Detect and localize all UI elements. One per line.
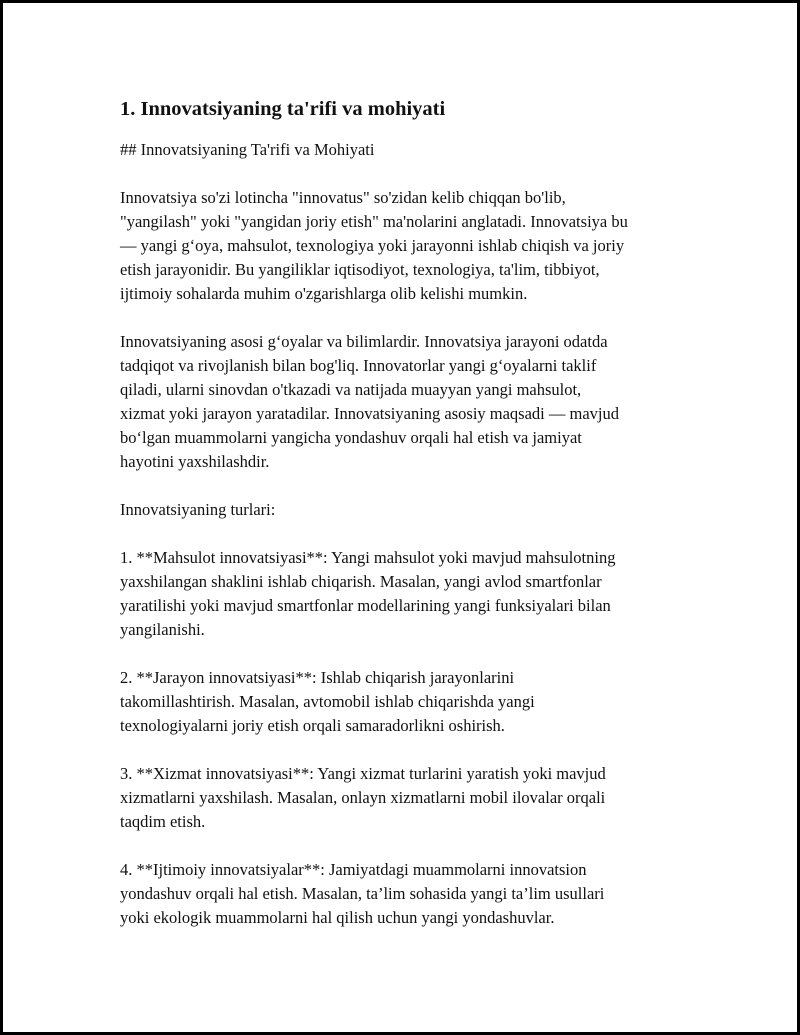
text-line: Innovatsiya so'zi lotincha "innovatus" so'zidan kelib chiqqan bo'lib, [120, 188, 566, 207]
text-line: hayotini yaxshilashdir. [120, 452, 270, 471]
text-line: Innovatsiyaning turlari: [120, 500, 276, 519]
text-line: qiladi, ularni sinovdan o'tkazadi va natijada muayyan yangi mahsulot, [120, 380, 582, 399]
section-subheading: ## Innovatsiyaning Ta'rifi va Mohiyati [120, 140, 375, 159]
text-line: yoki ekologik muammolarni hal qilish uchun yangi yondashuvlar. [120, 908, 555, 927]
text-line: yaratilishi yoki mavjud smartfonlar modellarining yangi funksiyalari bilan [120, 596, 611, 615]
text-line: 1. **Mahsulot innovatsiyasi**: Yangi mahsulot yoki mavjud mahsulotning [120, 548, 616, 567]
text-line: 3. **Xizmat innovatsiyasi**: Yangi xizmat turlarini yaratish yoki mavjud [120, 764, 606, 783]
list-item-process-innovation [120, 666, 710, 738]
text-line: yangilanishi. [120, 620, 205, 639]
document-title: 1. Innovatsiyaning ta'rifi va mohiyati [120, 98, 446, 120]
text-line: 2. **Jarayon innovatsiyasi**: Ishlab chiqarish jarayonlarini [120, 668, 515, 687]
text-line: — yangi g‘oya, mahsulot, texnologiya yoki jarayonni ishlab chiqish va joriy [120, 236, 625, 255]
text-line: takomillashtirish. Masalan, avtomobil ishlab chiqarishda yangi [120, 692, 535, 711]
text-line: 4. **Ijtimoiy innovatsiyalar**: Jamiyatdagi muammolarni innovatsion [120, 860, 587, 879]
text-line: taqdim etish. [120, 812, 206, 831]
text-line: "yangilash" yoki "yangidan joriy etish" ma'nolarini anglatadi. Innovatsiya bu [120, 212, 628, 231]
text-line: xizmatlarni yaxshilash. Masalan, onlayn xizmatlarni mobil ilovalar orqali [120, 788, 606, 807]
list-item-social-innovation [120, 858, 710, 930]
paragraph-definition [120, 186, 710, 306]
document-content [120, 94, 710, 954]
text-line: yaxshilangan shaklini ishlab chiqarish. Masalan, yangi avlod smartfonlar [120, 572, 602, 591]
text-line: Innovatsiyaning asosi g‘oyalar va bilimlardir. Innovatsiya jarayoni odatda [120, 332, 608, 351]
text-line: bo‘lgan muammolarni yangicha yondashuv orqali hal etish va jamiyat [120, 428, 582, 447]
text-line: ijtimoiy sohalarda muhim o'zgarishlarga olib kelishi mumkin. [120, 284, 528, 303]
list-item-product-innovation [120, 546, 710, 642]
text-line: etish jarayonidir. Bu yangiliklar iqtisodiyot, texnologiya, ta'lim, tibbiyot, [120, 260, 600, 279]
text-line: xizmat yoki jarayon yaratadilar. Innovatsiyaning asosiy maqsadi — mavjud [120, 404, 620, 423]
text-line: tadqiqot va rivojlanish bilan bog'liq. Innovatorlar yangi g‘oyalarni taklif [120, 356, 597, 375]
list-item-service-innovation [120, 762, 710, 834]
paragraph-basis [120, 330, 710, 474]
text-line: yondashuv orqali hal etish. Masalan, ta’lim sohasida yangi ta’lim usullari [120, 884, 605, 903]
paragraph-types-heading [120, 498, 710, 522]
text-line: texnologiyalarni joriy etish orqali samaradorlikni oshirish. [120, 716, 505, 735]
